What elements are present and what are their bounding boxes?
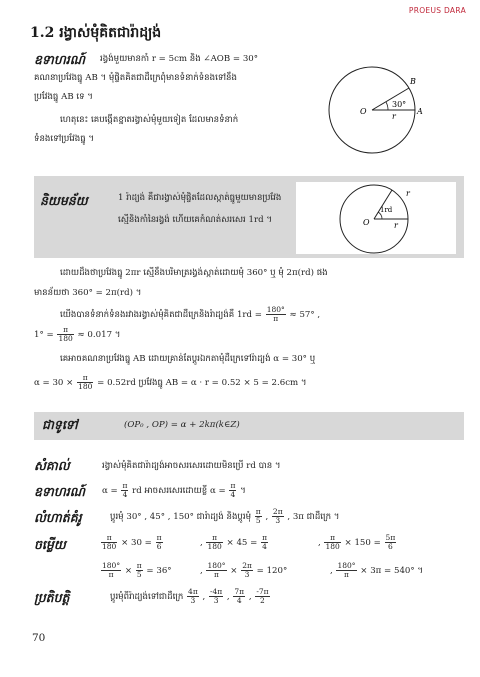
practice-text: ប្តូរមុំពីរ៉ាដ្យង់ទៅជាដឺក្រេ $\frac{4\pi}{3}$ , $\frac{-4\pi}{3}$ , $\frac{7\pi}{4}$ , $\frac{-7\pi}{2}$ — [110, 587, 269, 605]
general-formula-box — [34, 412, 464, 440]
body-text: α = 30 × $\frac{\pi}{180}$ = 0.52rd ប្រវែងធ្នូ AB = α · r = 0.52 × 5 = 2.6cm ។ — [34, 373, 307, 391]
body-text: យើងបានទំនាក់ទំនងរវាងរង្វាស់មុំគិតជាដឺក្រេនិងរ៉ាដ្យង់គឺ 1rd = $\frac{180^\circ}{\pi}$ ≈ 57° , — [60, 305, 321, 323]
definition-label: និយមន័យ — [40, 193, 88, 208]
solution-row: , $\frac{180^\circ}{\pi}$ × 3π = 540° ។ — [330, 561, 424, 579]
example-line: ប្រវែងធ្នូ AB ទេ ។ — [34, 92, 93, 102]
general-label: ជាទូទៅ — [42, 417, 78, 432]
point-a-label: A — [417, 107, 423, 116]
example-line: គណនាប្រវែងធ្នូ AB ។ មុំផ្ចិតគិតជាដឺក្រេពុំមានទំនាក់ទំនងទៅនឹង — [34, 73, 237, 83]
solution-row: $\frac{\pi}{180}$ × 30 = $\frac{\pi}{6}$ — [102, 533, 162, 551]
point-b-label: B — [410, 77, 416, 86]
angle-label: 30° — [392, 100, 407, 109]
body-text: ដោយដឹងថាប្រវែងធ្នូ 2πr ស្មើនឹងបរិមាត្ររង្វង់ស្កាត់ដោយមុំ 360° ឬ មុំ 2π(rd) ផង — [60, 268, 328, 278]
exercise-label: លំហាត់គំរូ — [34, 510, 82, 525]
center-o-label: O — [360, 107, 367, 116]
definition-line: 1 រ៉ាដ្យង់ គឺជារង្វាស់មុំផ្ចិតដែលស្កាត់ធ្នូមួយមានប្រវែង — [118, 193, 282, 203]
page-number: 70 — [32, 632, 46, 644]
example-line: ហេតុនេះ គេបង្កើតខ្នាតរង្វាស់មុំមួយទៀត ដែលមានទំនាក់ — [60, 115, 239, 125]
note-label: សំគាល់ — [34, 458, 70, 473]
example-label: ឧទាហរណ៍ — [34, 484, 85, 499]
example-label: ឧទាហរណ៍ — [34, 52, 85, 67]
exercise-text: ប្តូរមុំ 30° , 45° , 150° ជារ៉ាដ្យង់ និងប្តូរមុំ $\frac{\pi}{5}$ , $\frac{2\pi}{3}$ , 3π ជាដឺក្រេ ។ — [110, 507, 340, 525]
body-text: គេអាចគណនាប្រវែងធ្នូ AB ដោយគ្រាន់តែប្តូរឯកតាមុំដឺក្រេទៅរ៉ាដ្យង់ α = 30° ឬ — [60, 354, 316, 364]
definition-line: ស្មើនិងកាំនៃរង្វង់ ហើយគេកំណត់សរសេរ 1rd ។ — [118, 215, 272, 225]
solution-row: $\frac{180^\circ}{\pi}$ × $\frac{\pi}{5}$ = 36° — [102, 561, 172, 579]
solution-row: , $\frac{\pi}{180}$ × 150 = $\frac{5\pi}{6}$ — [318, 533, 396, 551]
section-title-text: រង្វាស់មុំគិតជារ៉ាដ្យង់ — [59, 25, 162, 41]
body-text: មានន័យថា 360° = 2π(rd) ។ — [34, 288, 142, 298]
arc-label: r — [406, 189, 410, 198]
solution-label: ចម្លើយ — [34, 537, 66, 552]
radian-diagram — [336, 182, 420, 256]
section-title — [30, 23, 161, 44]
example-line: ទំនងទៅប្រវែងធ្នូ ។ — [34, 134, 95, 144]
example-text: α = $\frac{\pi}{4}$ rd អាចសរសេរដោយខ្លី α = $\frac{\pi}{4}$ ។ — [102, 481, 246, 499]
book-tag: PROEUS DARA — [408, 6, 466, 15]
center-o-label: O — [363, 218, 370, 227]
practice-label: ប្រតិបត្តិ — [34, 590, 70, 605]
note-text: រង្វាស់មុំគិតជារ៉ាដ្យង់អាចសរសេរដោយមិនប្រើ rd បាន ។ — [102, 461, 281, 471]
section-number: 1.2 — [30, 25, 55, 41]
solution-row: , $\frac{180^\circ}{\pi}$ × $\frac{2\pi}{3}$ = 120° — [200, 561, 288, 579]
radius-label: r — [392, 112, 396, 121]
solution-row: , $\frac{\pi}{180}$ × 45 = $\frac{\pi}{4}$ — [200, 533, 268, 551]
example-line: រង្វង់មួយមានកាំ r = 5cm និង ∠AOB = 30° — [100, 54, 259, 64]
radius-label: r — [394, 221, 398, 230]
circle-angle-diagram — [322, 60, 422, 160]
radian-label: 1rd — [380, 206, 393, 214]
general-formula: (OP₀ , OP) = α + 2kπ(k∈Z) — [124, 420, 240, 430]
body-text: 1° = $\frac{\pi}{180}$ ≈ 0.017 ។ — [34, 325, 121, 343]
